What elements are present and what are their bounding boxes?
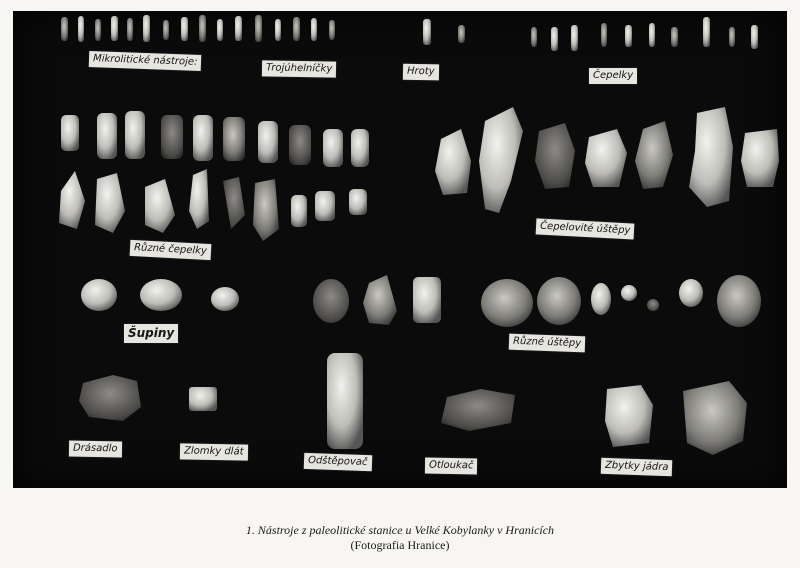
label-hammerstone: Otloukač xyxy=(425,458,478,475)
blades-group xyxy=(59,111,369,241)
label-scales: Šupiny xyxy=(124,324,178,343)
label-bladelets: Čepelky xyxy=(589,68,637,84)
label-various-flakes: Různé úštěpy xyxy=(509,334,586,353)
scales-group xyxy=(81,279,239,311)
label-points: Hroty xyxy=(403,64,439,81)
label-triangles: Trojúhelníčky xyxy=(262,60,337,77)
label-blade-flakes: Čepelovité úštěpy xyxy=(536,218,635,239)
bottom-tools-group xyxy=(79,353,747,455)
label-flaker: Odštěpovač xyxy=(304,453,372,471)
various-flakes-group xyxy=(481,275,761,327)
caption-title: 1. Nástroje z paleolitické stanice u Velké Kobylanky v Hranicích xyxy=(245,523,555,537)
figure-caption xyxy=(0,523,800,553)
blade-flakes-group xyxy=(435,107,779,213)
label-chisel-fragments: Zlomky dlát xyxy=(180,443,248,460)
label-microlithic-tools: Mikrolitické nástroje: xyxy=(89,51,202,71)
label-core-remains: Zbytky jádra xyxy=(601,458,673,476)
artifact-photograph xyxy=(13,11,787,488)
middle-flakes-group xyxy=(313,275,441,325)
microlith-row xyxy=(61,15,758,51)
caption-credit: (Fotografia Hranice) xyxy=(350,538,450,552)
label-various-blades: Různé čepelky xyxy=(130,240,212,260)
label-scraper: Drásadlo xyxy=(69,441,122,458)
